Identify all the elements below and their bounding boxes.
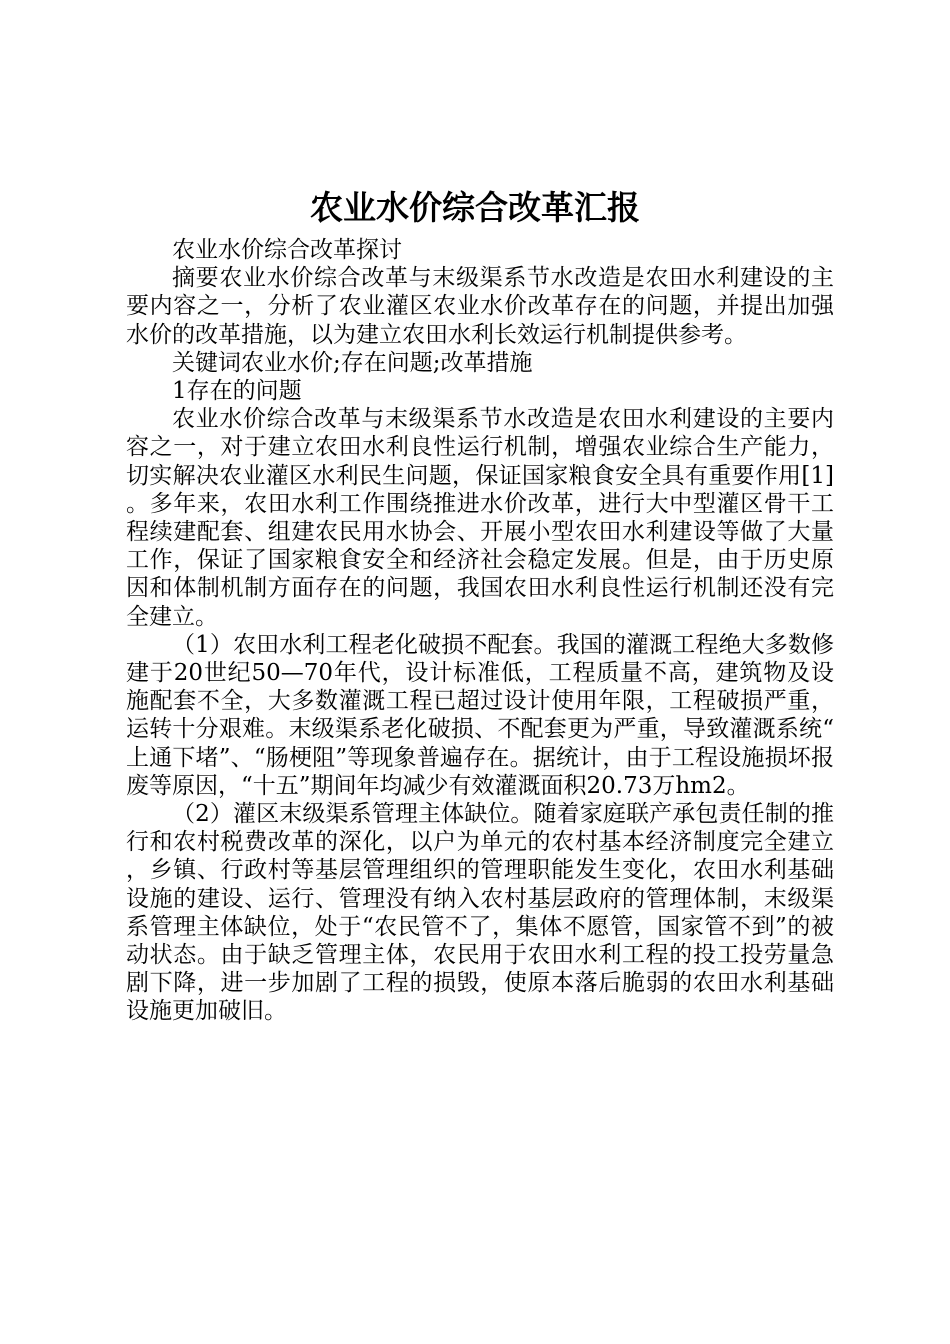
document-title: 农业水价综合改革汇报	[310, 188, 640, 227]
keywords-paragraph: 关键词农业水价;存在问题;改革措施	[172, 349, 533, 376]
subtitle-paragraph: 农业水价综合改革探讨	[172, 237, 402, 263]
abstract-paragraph: 摘要农业水价综合改革与末级渠系节水改造是农田水利建设的主要内容之一，分析了农业灌区农业水价改革存在的问题，并提出加强水价的改革措施，以为建立农田水利长效运行机制提供参考。	[126, 265, 834, 348]
body-paragraph: 农业水价综合改革与末级渠系节水改造是农田水利建设的主要内容之一，对于建立农田水利良性运行机制，增强农业综合生产能力，切实解决农业灌区水利民生问题，保证国家粮食安全具有重要作用[1]。多年来，农田水利工作围绕推进水价改革，进行大中型灌区骨干工程续建配套、组建农民用水协会、开展小型农田水利建设等做了大量工作，保证了国家粮食安全和经济社会稳定发展。但是，由于历史原因和体制机制方面存在的问题，我国农田水利良性运行机制还没有完全建立。	[126, 406, 834, 630]
body-paragraph: （2）灌区末级渠系管理主体缺位。随着家庭联产承包责任制的推行和农村税费改革的深化，以户为单元的农村基本经济制度完全建立，乡镇、行政村等基层管理组织的管理职能发生变化，农田水利基础设施的建设、运行、管理没有纳入农村基层政府的管理体制，末级渠系管理主体缺位，处于“农民管不了，集体不愿管，国家管不到”的被动状态。由于缺乏管理主体，农民用于农田水利工程的投工投劳量急剧下降，进一步加剧了工程的损毁，使原本落后脆弱的农田水利基础设施更加破旧。	[126, 801, 834, 1025]
section-heading: 1存在的问题	[172, 378, 302, 405]
body-paragraph: （1）农田水利工程老化破损不配套。我国的灌溉工程绝大多数修建于20世纪50—70年代，设计标准低，工程质量不高，建筑物及设施配套不全，大多数灌溉工程已超过设计使用年限，工程破损严重，运转十分艰难。末级渠系老化破损、不配套更为严重，导致灌溉系统“上通下堵”、“肠梗阻”等现象普遍存在。据统计，由于工程设施损坏报废等原因，“十五”期间年均减少有效灌溉面积20.73万hm2。	[126, 631, 834, 799]
document-body	[126, 236, 834, 1026]
